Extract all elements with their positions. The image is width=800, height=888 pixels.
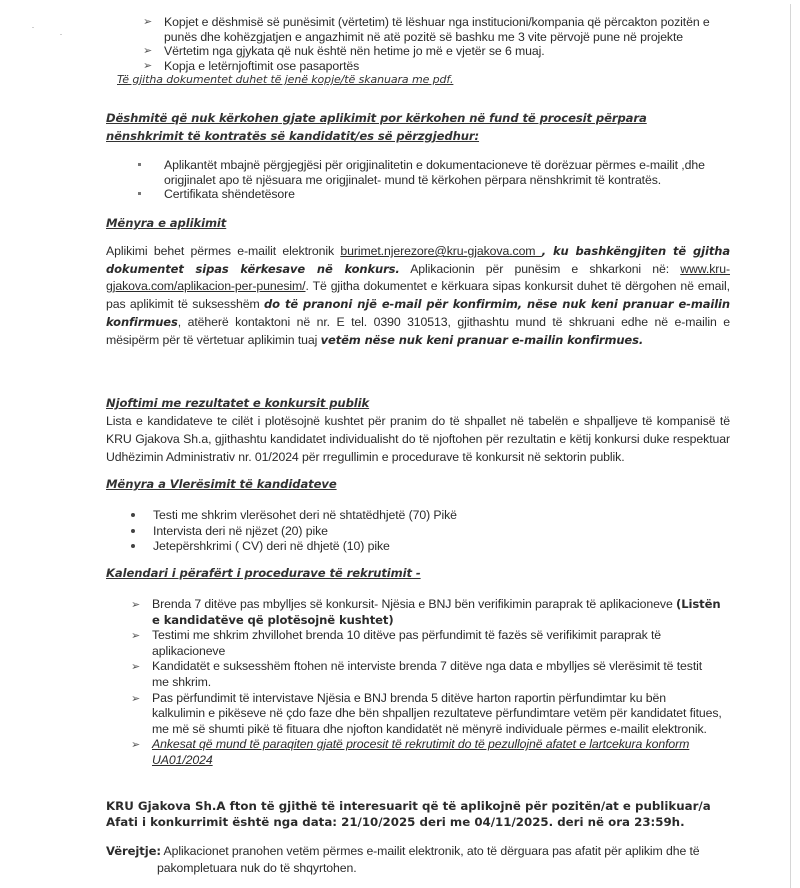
arrow-bullet-icon: ➢ [131, 738, 141, 752]
end-of-process-section [0, 109, 800, 202]
list-item: ➢ Vërtetim nga gjykata që nuk është nën hetime jo më e vjetër se 6 muaj. [143, 44, 545, 59]
remark-text: Vërejtje: Aplikacionet pranohen vetëm përmes e-mailit elektronik, ato të dërguara pas afatit për aplikim dhe të pakompletuara nuk do të shqyrtohen. [106, 844, 700, 875]
square-bullet-icon [138, 192, 141, 195]
date-to: 04/11/2025 [474, 815, 549, 829]
application-section [0, 216, 800, 349]
evaluation-section [0, 477, 800, 555]
dot-bullet-icon [131, 529, 135, 533]
section-heading: Mënyra e aplikimit [106, 216, 227, 230]
section-heading: Njoftimi me rezultatet e konkursit publik [106, 396, 370, 410]
application-form-link[interactable]: www.kru-gjakova.com/aplikacion-per-punesim/ [106, 261, 730, 294]
list-item: ➢ Brenda 7 ditëve pas mbylljes së konkursit- Njësia e BNJ bën verifikimin paraprak të aplikacioneve (Listën e kandidatëve që plotësojnë kushtet) [131, 597, 721, 627]
documents-pdf-note: Të gjitha dokumentet duhet të jenë kopje/të skanuara me pdf. [117, 73, 454, 87]
invitation-text: KRU Gjakova Sh.A fton të gjithë të interesuarit që të aplikojnë për pozitën/at e publikuar/a [106, 799, 711, 813]
list-item: ➢ Kopjet e dëshmisë së punësimit (vërtetim) të lëshuar nga institucioni/kompania që përcakton pozitën e punës dhe kohëzgjatjen e angazhimit në atë pozitë së bashku me 3 vite përvojë pune në projekte [143, 15, 710, 44]
arrow-bullet-icon: ➢ [143, 44, 153, 58]
calendar-list [131, 597, 722, 769]
list-item: ➢ Pas përfundimit të intervistave Njësia e BNJ brenda 5 ditëve harton raportin përfundimtar ku bën kalkulimin e pikëseve në çdo faze dhe bën shpalljen rezultateve përfundimtare vetëm për kandidatet fitues, me më së shumti pikë të fituara dhe njofton kandidatët në mënyrë individuale përmes e-mailit elektronik. [131, 690, 722, 736]
list-item: Testi me shkrim vlerësohet deri në shtatëdhjetë (70) Pikë [153, 508, 800, 524]
section-heading: Mënyra a Vlerësimit të kandidateve [106, 477, 337, 491]
list-item: Jetepërshkrimi ( CV) deri në dhjetë (10) pike [153, 539, 800, 555]
arrow-bullet-icon: ➢ [131, 598, 141, 611]
list-item: Aplikantët mbajnë përgjegjësi për origjinalitetin e dokumentacioneve të dorëzuar përmes e-mailit ,dhe origjinalet apo të njësuara me origjinalet- mund të kërkohen përpara nënshkrimit të kontratës. [164, 158, 724, 187]
list-item: Intervista deri në njëzet (20) pike [153, 524, 800, 540]
remark-label: Vërejtje: [106, 844, 161, 858]
application-paragraph: Aplikimi behet përmes e-mailit elektronik burimet.njerezore@kru-gjakova.com , ku bashkëngjiten të gjitha dokumentet sipas kërkesave në konkurs. Aplikacionin për punësim e shkarkoni në: www.kru-gjakova.com/aplikacion-per-punesim/. Të gjitha dokumentet e kërkuara sipas konkursit duhet të dërgohen në email, pas aplikimit të suksesshëm do të pranoni një e-mail për konfirmim, nëse nuk keni pranuar e-mailin konfirmues, atëherë kontaktoni në nr. E tel. 0390 310513, gjithashtu mund të shkruani edhe në e-mailin e mësipërm për të vërtetuar aplikimin tuaj vetëm nëse nuk keni pranuar e-mailin konfirmues. [106, 244, 730, 347]
calendar-section [0, 566, 800, 769]
arrow-bullet-icon: ➢ [131, 691, 141, 705]
documents-list [143, 15, 724, 73]
list-item: ➢ Kopja e letërnjoftimit ose pasaportës [143, 58, 360, 73]
closing-section [0, 798, 800, 877]
list-item: ➢ Testimi me shkrim zhvillohet brenda 10 ditëve pas përfundimit të fazës së verifikimit paraprak të aplikacioneve [131, 628, 662, 658]
list-item: ➢ Kandidatët e suksesshëm ftohen në interviste brenda 7 ditëve nga data e mbylljes së vlerësimit të testit me shkrim. [131, 659, 703, 689]
square-bullet-icon [138, 163, 141, 166]
section-heading: Dëshmitë që nuk kërkohen gjate aplikimit por kërkohen në fund të procesit përpara nënshkrimit të kontratës së kandidatit/es së përzgjedhur: [106, 111, 647, 143]
arrow-bullet-icon: ➢ [143, 15, 153, 28]
results-notice-section [0, 396, 800, 466]
evaluation-list [153, 508, 800, 555]
results-notice-paragraph: Lista e kandidateve te cilët i plotësojnë kushtet për pranim do të shpallet në tabelën e shpalljeve të kompanisë të KRU Gjakova Sh.a, gjithashtu kandidatet individualisht do të njoftohen për rezultatin e këtij konkursi duke respektuar Udhëzimin Administrativ nr. 01/2024 për rregullimin e procedurave të konkursit në sektorin publik. [106, 414, 730, 464]
dot-bullet-icon [131, 513, 135, 517]
section-heading: Kalendari i përafërt i procedurave të rekrutimit - [106, 566, 421, 580]
date-from: 21/10/2025 [341, 815, 416, 829]
email-link[interactable]: burimet.njerezore@kru-gjakova.com [340, 244, 542, 258]
list-item: ➢ Ankesat që mund të paraqiten gjatë procesit të rekrutimit do të pezullojnë afatet e lartcekura konform UA01/2024 [131, 737, 690, 767]
deadline-text: Afati i konkurrimit është nga data: 21/10/2025 deri me 04/11/2025. deri në ora 23:59h. [106, 815, 685, 829]
arrow-bullet-icon: ➢ [131, 629, 141, 643]
arrow-bullet-icon: ➢ [131, 660, 141, 674]
arrow-bullet-icon: ➢ [143, 58, 153, 72]
end-of-process-list [164, 158, 724, 202]
dot-bullet-icon [131, 544, 135, 548]
list-item: Certifikata shëndetësore [164, 187, 724, 202]
documents-section [0, 15, 800, 87]
